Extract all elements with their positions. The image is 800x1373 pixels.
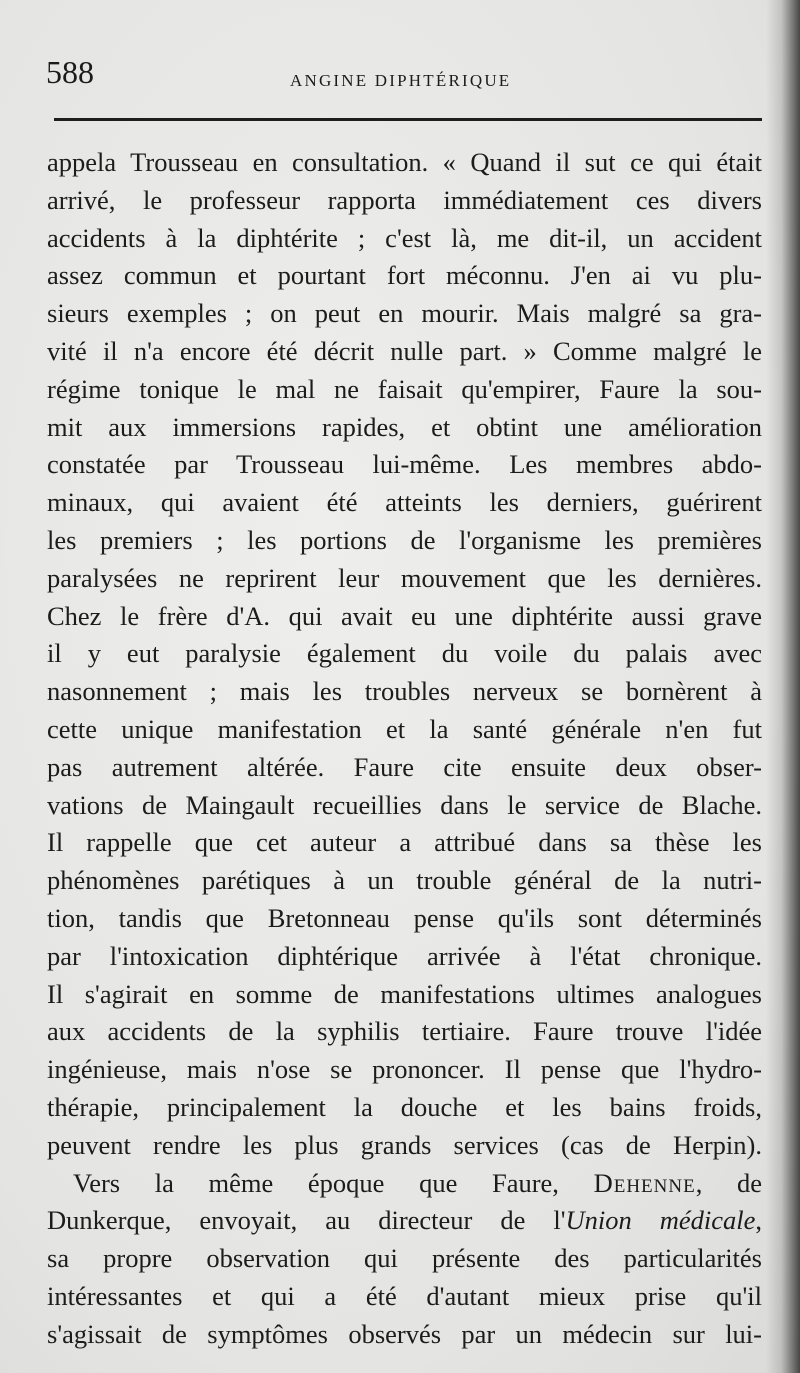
body-text [47,144,762,1354]
text-line: assez commun et pourtant fort méconnu. J'en ai vu plu- [47,260,762,291]
text-line: les premiers ; les portions de l'organisme les premières [47,524,762,555]
text-line: accidents à la diphtérite ; c'est là, me dit-il, un accident [47,222,762,253]
text-line: sa propre observation qui présente des particularités [47,1243,762,1274]
text-line: pas autrement altérée. Faure cite ensuite deux obser- [47,751,762,782]
binding-shadow [766,0,800,1373]
text-line: Il s'agirait en somme de manifestations ultimes analogues [47,978,762,1009]
text-line: arrivé, le professeur rapporta immédiatement ces divers [47,184,762,215]
author-name: Dehenne [593,1167,696,1198]
text-line: par l'intoxication diphtérique arrivée à l'état chronique. [47,940,762,971]
text-line: paralysées ne reprirent leur mouvement que les dernières. [47,562,762,593]
text-line: phénomènes parétiques à un trouble général de la nutri- [47,865,762,896]
text-line: vations de Maingault recueillies dans le service de Blache. [47,789,762,820]
text-line: constatée par Trousseau lui-même. Les membres abdo- [47,449,762,480]
text-line: nasonnement ; mais les troubles nerveux se bornèrent à [47,676,762,707]
text-line: aux accidents de la syphilis tertiaire. Faure trouve l'idée [47,1016,762,1047]
text-line: s'agissait de symptômes observés par un médecin sur lui- [47,1318,762,1349]
text-fragment: , de [695,1167,762,1198]
journal-title: Union médicale [565,1205,756,1236]
running-title: ANGINE DIPHTÉRIQUE [290,71,512,90]
text-line: régime tonique le mal ne faisait qu'empirer, Faure la sou- [47,373,762,404]
text-line: sieurs exemples ; on peut en mourir. Mais malgré sa gra- [47,298,762,329]
text-line: minaux, qui avaient été atteints les derniers, guérirent [47,487,762,518]
text-line: vité il n'a encore été décrit nulle part. » Comme malgré le [47,335,762,366]
text-fragment: Dunkerque, envoyait, au directeur de l' [47,1205,566,1236]
text-line: il y eut paralysie également du voile du palais avec [47,638,762,669]
header-rule [54,118,762,121]
text-line: mit aux immersions rapides, et obtint une amélioration [47,411,762,442]
text-line: Chez le frère d'A. qui avait eu une diphtérite aussi grave [47,600,762,631]
text-line: tion, tandis que Bretonneau pense qu'ils sont déterminés [47,902,762,933]
text-line: appela Trousseau en consultation. « Quand il sut ce qui était [47,147,762,177]
text-fragment: , [755,1205,762,1236]
text-line: thérapie, principalement la douche et les bains froids, [47,1091,762,1122]
text-line: ingénieuse, mais n'ose se prononcer. Il pense que l'hydro- [47,1054,762,1085]
text-line: cette unique manifestation et la santé générale n'en fut [47,713,762,744]
text-line: intéressantes et qui a été d'autant mieux prise qu'il [47,1280,762,1311]
text-line: peuvent rendre les plus grands services (cas de Herpin). [47,1129,762,1160]
text-line: Il rappelle que cet auteur a attribué dans sa thèse les [47,827,762,858]
text-fragment: Vers la même époque que Faure, [73,1167,559,1198]
paragraph-first-line [47,1165,762,1203]
page-number: 588 [46,54,94,90]
text-line [47,1202,762,1240]
